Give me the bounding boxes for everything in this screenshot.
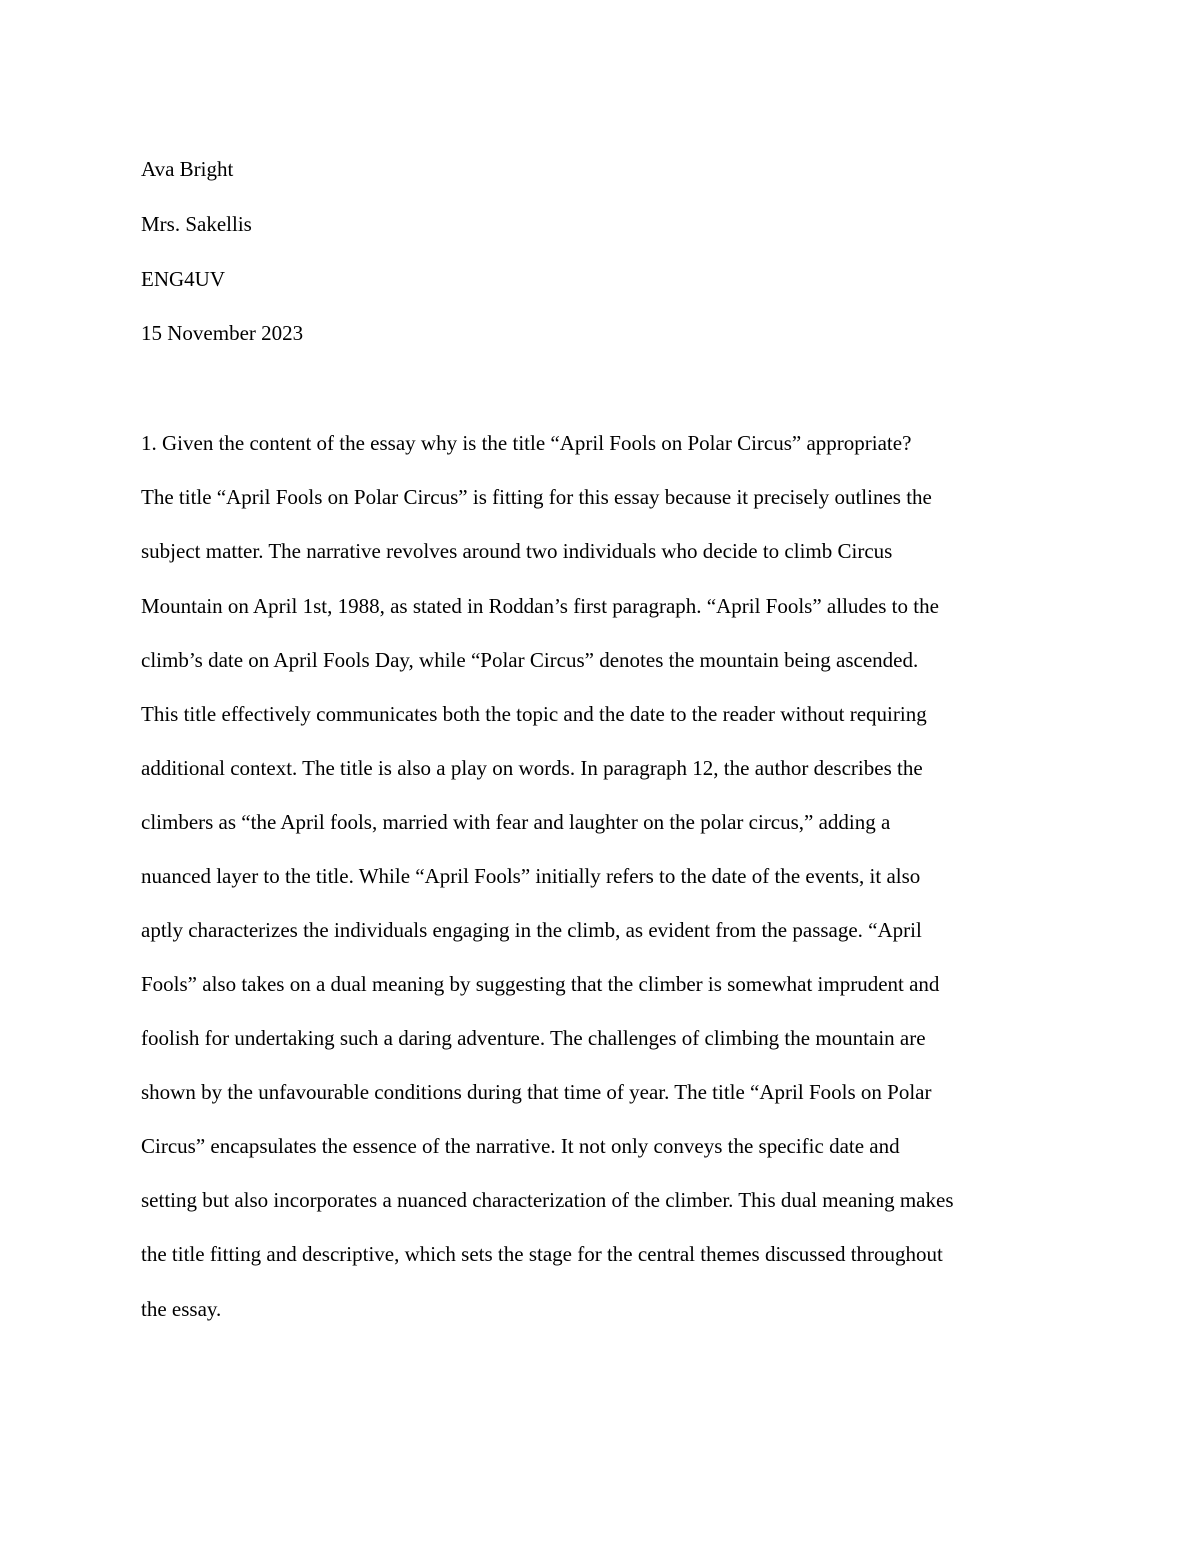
answer-line: nuanced layer to the title. While “April Fools” initially refers to the date of the events, it also	[141, 864, 921, 888]
student-name: Ava Bright	[141, 157, 234, 181]
course-code: ENG4UV	[141, 267, 225, 291]
answer-line: The title “April Fools on Polar Circus” is fitting for this essay because it precisely outlines the	[141, 485, 932, 509]
answer-line: subject matter. The narrative revolves around two individuals who decide to climb Circus	[141, 539, 893, 563]
answer-line: shown by the unfavourable conditions during that time of year. The title “April Fools on Polar	[141, 1080, 932, 1104]
answer-line: This title effectively communicates both the topic and the date to the reader without requiring	[141, 702, 927, 726]
answer-line: setting but also incorporates a nuanced characterization of the climber. This dual meaning makes	[141, 1188, 954, 1212]
answer-line: Mountain on April 1st, 1988, as stated in Roddan’s first paragraph. “April Fools” alludes to the	[141, 594, 939, 618]
answer-line: climb’s date on April Fools Day, while “Polar Circus” denotes the mountain being ascended.	[141, 648, 919, 672]
answer-line: additional context. The title is also a play on words. In paragraph 12, the author describes the	[141, 756, 923, 780]
answer-line: Circus” encapsulates the essence of the narrative. It not only conveys the specific date and	[141, 1134, 900, 1158]
teacher-name: Mrs. Sakellis	[141, 212, 252, 236]
question-text: 1. Given the content of the essay why is the title “April Fools on Polar Circus” appropriate?	[141, 431, 912, 455]
answer-line: climbers as “the April fools, married with fear and laughter on the polar circus,” adding a	[141, 810, 891, 834]
answer-line: Fools” also takes on a dual meaning by suggesting that the climber is somewhat imprudent and	[141, 972, 940, 996]
submission-date: 15 November 2023	[141, 321, 304, 345]
answer-line: the title fitting and descriptive, which sets the stage for the central themes discussed throughout	[141, 1242, 943, 1266]
answer-line: the essay.	[141, 1297, 222, 1321]
answer-line: foolish for undertaking such a daring adventure. The challenges of climbing the mountain are	[141, 1026, 926, 1050]
answer-line: aptly characterizes the individuals engaging in the climb, as evident from the passage. “April	[141, 918, 922, 942]
